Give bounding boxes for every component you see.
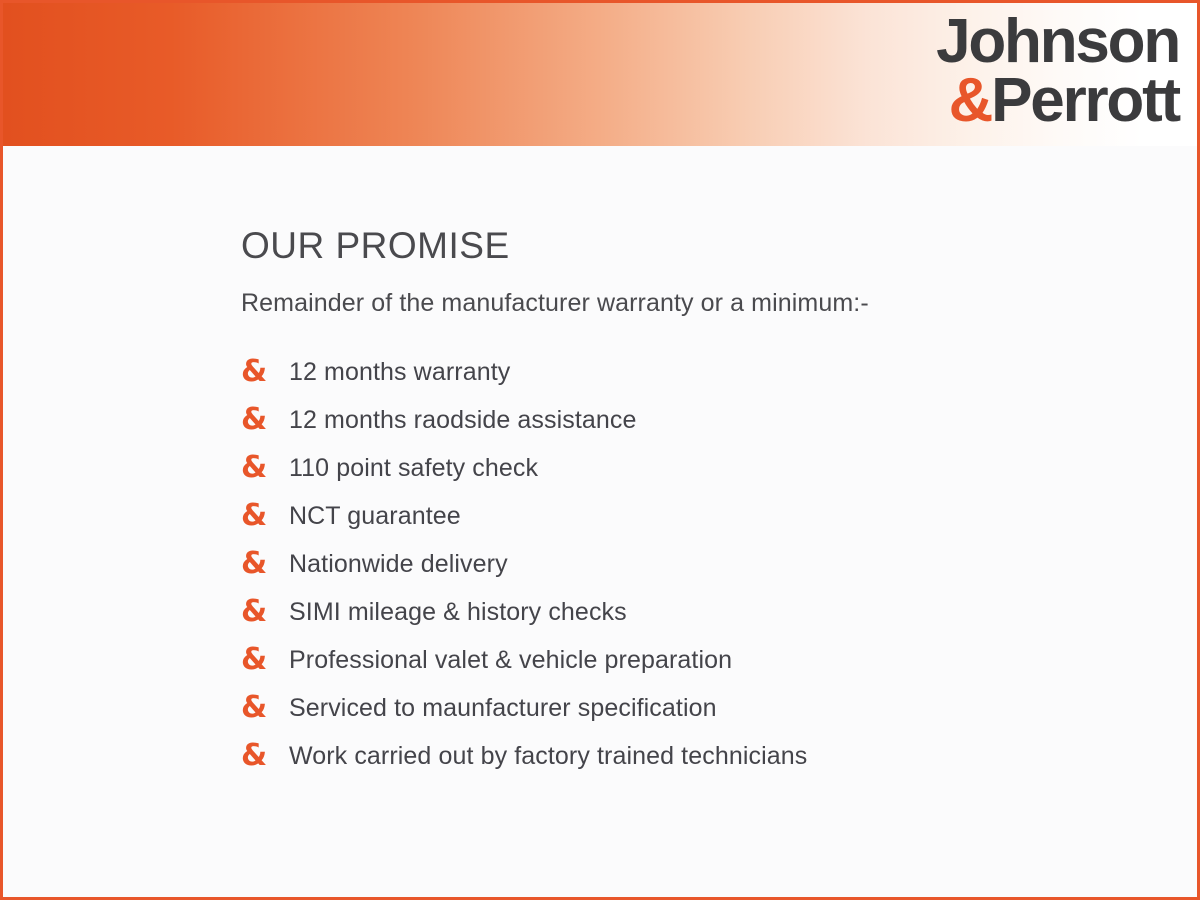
johnson-perrott-logo xyxy=(936,7,1179,136)
logo-perrott-text: Perrott xyxy=(991,66,1179,136)
ampersand-bullet-icon: & xyxy=(241,594,268,629)
list-item xyxy=(241,540,1141,588)
header-banner xyxy=(3,3,1200,146)
list-item xyxy=(241,396,1141,444)
list-item-label: Work carried out by factory trained technicians xyxy=(289,741,808,770)
ampersand-bullet-icon: & xyxy=(241,642,268,677)
ampersand-bullet-icon: & xyxy=(241,354,268,389)
ampersand-icon: & xyxy=(948,66,992,136)
list-item-label: Serviced to maunfacturer specification xyxy=(289,693,717,722)
list-item-label: NCT guarantee xyxy=(289,501,461,530)
list-item xyxy=(241,492,1141,540)
content-area xyxy=(241,225,1141,780)
list-item xyxy=(241,444,1141,492)
ampersand-bullet-icon: & xyxy=(241,498,268,533)
page-subtitle: Remainder of the manufacturer warranty or a minimum:- xyxy=(241,289,869,317)
list-item xyxy=(241,348,1141,396)
list-item xyxy=(241,636,1141,684)
list-item xyxy=(241,588,1141,636)
ampersand-bullet-icon: & xyxy=(241,690,268,725)
ampersand-bullet-icon: & xyxy=(241,546,268,581)
ampersand-bullet-icon: & xyxy=(241,738,268,773)
list-item-label: 12 months raodside assistance xyxy=(289,405,637,434)
list-item-label: Nationwide delivery xyxy=(289,549,508,578)
list-item xyxy=(241,732,1141,780)
list-item xyxy=(241,684,1141,732)
list-item-label: 12 months warranty xyxy=(289,357,511,386)
list-item-label: 110 point safety check xyxy=(289,453,539,482)
logo-line-johnson: Johnson xyxy=(936,7,1179,76)
logo-line-perrott xyxy=(936,66,1179,136)
promise-list xyxy=(241,348,1141,780)
page-title: OUR PROMISE xyxy=(241,225,510,266)
ampersand-bullet-icon: & xyxy=(241,402,268,437)
ampersand-bullet-icon: & xyxy=(241,450,268,485)
list-item-label: Professional valet & vehicle preparation xyxy=(289,645,733,674)
list-item-label: SIMI mileage & history checks xyxy=(289,597,627,626)
